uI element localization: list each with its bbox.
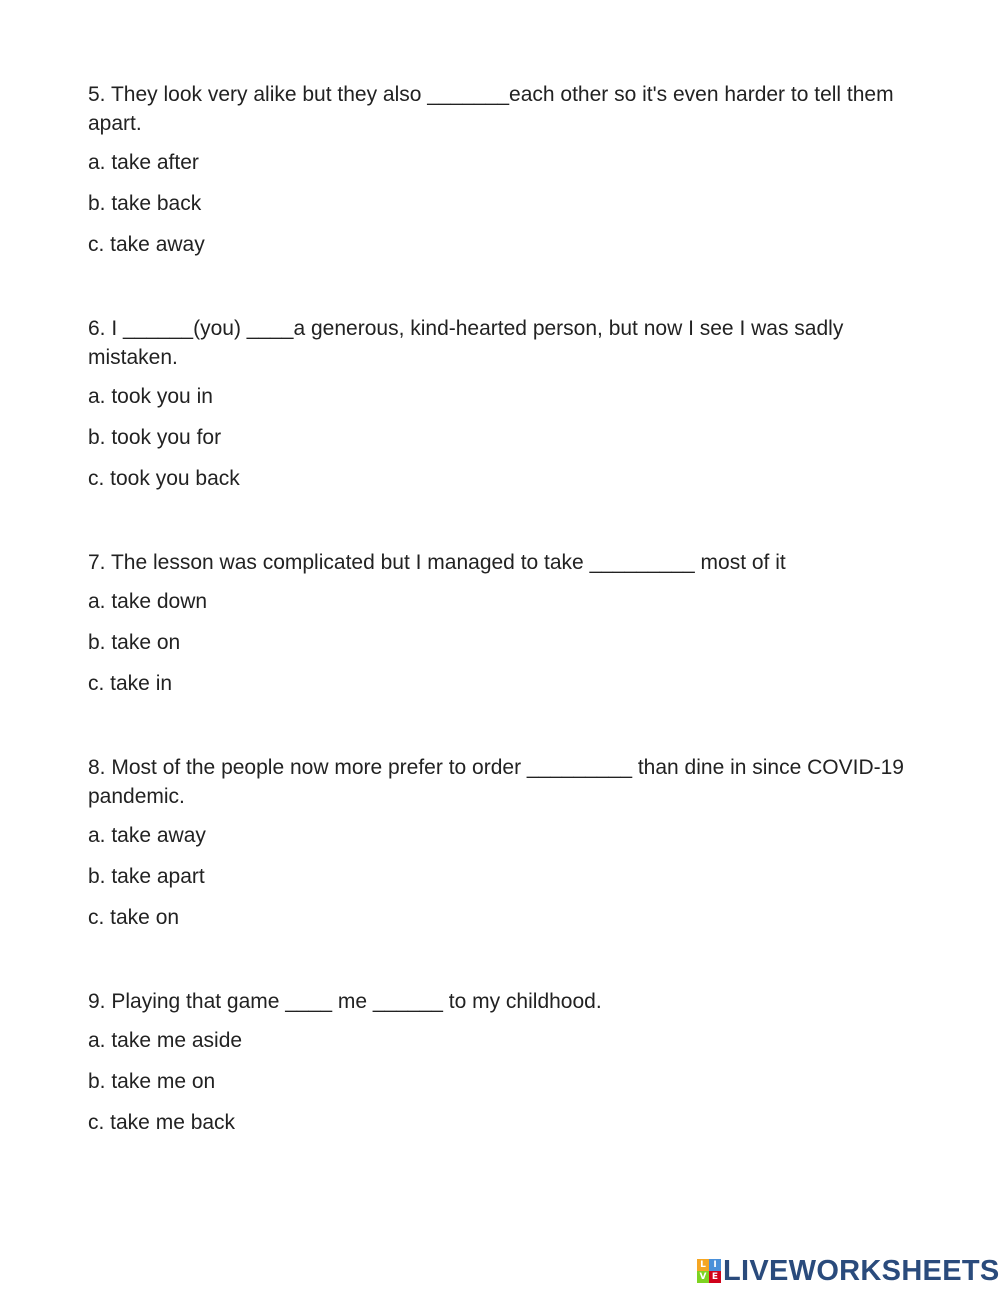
question-6: [88, 314, 918, 493]
option-a[interactable]: a. take down: [88, 590, 208, 613]
option-b[interactable]: b. take back: [88, 192, 202, 215]
question-text: 8. Most of the people now more prefer to order _________ than dine in since COVID-19 pandemic.: [88, 756, 904, 808]
question-9: [88, 987, 918, 1137]
option-b[interactable]: b. take me on: [88, 1070, 216, 1093]
logo-mark-icon: [697, 1259, 721, 1283]
question-text: 9. Playing that game ____ me ______ to my childhood.: [88, 990, 602, 1013]
liveworksheets-logo: [697, 1255, 1000, 1287]
question-text: 6. I ______(you) ____a generous, kind-hearted person, but now I see I was sadly mistaken.: [88, 317, 844, 369]
option-a[interactable]: a. took you in: [88, 385, 213, 408]
question-5: [88, 80, 918, 259]
option-c[interactable]: c. take on: [88, 906, 180, 929]
option-c[interactable]: c. take away: [88, 233, 205, 256]
option-c[interactable]: c. take me back: [88, 1111, 236, 1134]
logo-mark-cell: I: [709, 1259, 721, 1271]
option-b[interactable]: b. took you for: [88, 426, 222, 449]
logo-mark-cell: E: [709, 1271, 721, 1283]
option-a[interactable]: a. take me aside: [88, 1029, 243, 1052]
worksheet: [88, 80, 918, 1192]
question-8: [88, 753, 918, 932]
option-c[interactable]: c. took you back: [88, 467, 240, 490]
logo-mark-cell: V: [697, 1271, 709, 1283]
question-text: 7. The lesson was complicated but I managed to take _________ most of it: [88, 551, 786, 574]
option-b[interactable]: b. take on: [88, 631, 181, 654]
question-7: [88, 548, 918, 698]
logo-text: LIVEWORKSHEETS: [723, 1254, 1000, 1287]
option-a[interactable]: a. take away: [88, 824, 206, 847]
option-a[interactable]: a. take after: [88, 151, 199, 174]
option-b[interactable]: b. take apart: [88, 865, 205, 888]
question-text: 5. They look very alike but they also _______each other so it's even harder to tell them apart.: [88, 83, 894, 135]
logo-mark-cell: L: [697, 1259, 709, 1271]
option-c[interactable]: c. take in: [88, 672, 173, 695]
